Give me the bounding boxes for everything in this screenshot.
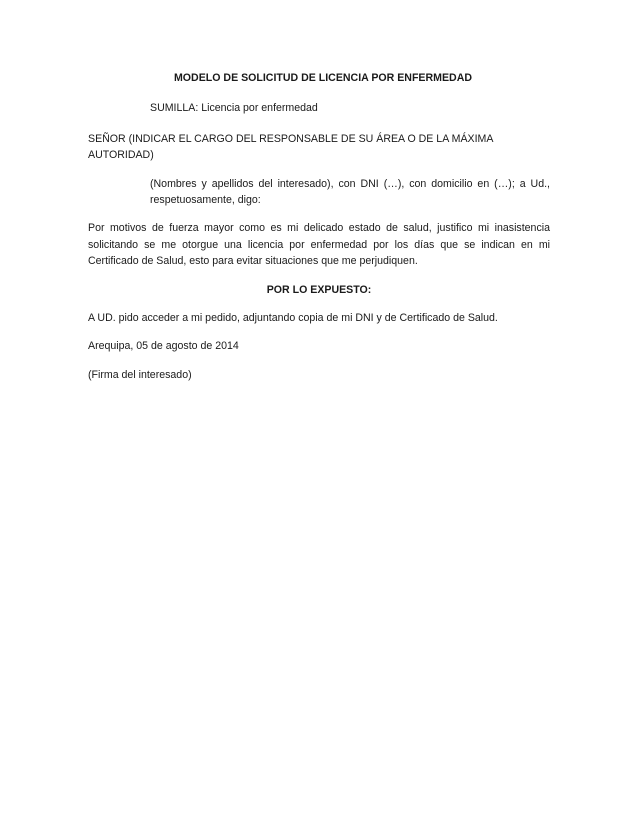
addressee-line: SEÑOR (INDICAR EL CARGO DEL RESPONSABLE DE SU ÁREA O DE LA MÁXIMA AUTORIDAD) bbox=[88, 132, 493, 162]
place-date-line: Arequipa, 05 de agosto de 2014 bbox=[88, 340, 239, 353]
section-heading: POR LO EXPUESTO: bbox=[266, 283, 372, 296]
applicant-intro-paragraph: (Nombres y apellidos del interesado), con DNI (…), con domicilio en (…); a Ud., respetuosamente, digo: bbox=[150, 177, 550, 207]
document-title: MODELO DE SOLICITUD DE LICENCIA POR ENFERMEDAD bbox=[173, 72, 472, 84]
body-paragraph: Por motivos de fuerza mayor como es mi delicado estado de salud, justifico mi inasistencia solicitando se me otorgue una licencia por enfermedad por los días que se indican en mi Certificado de Salud, esto para evitar situaciones que me perjudiquen. bbox=[88, 222, 550, 268]
sumilla-line: SUMILLA: Licencia por enfermedad bbox=[150, 102, 318, 115]
signature-line: (Firma del interesado) bbox=[88, 368, 192, 381]
request-paragraph: A UD. pido acceder a mi pedido, adjuntando copia de mi DNI y de Certificado de Salud. bbox=[88, 312, 498, 325]
